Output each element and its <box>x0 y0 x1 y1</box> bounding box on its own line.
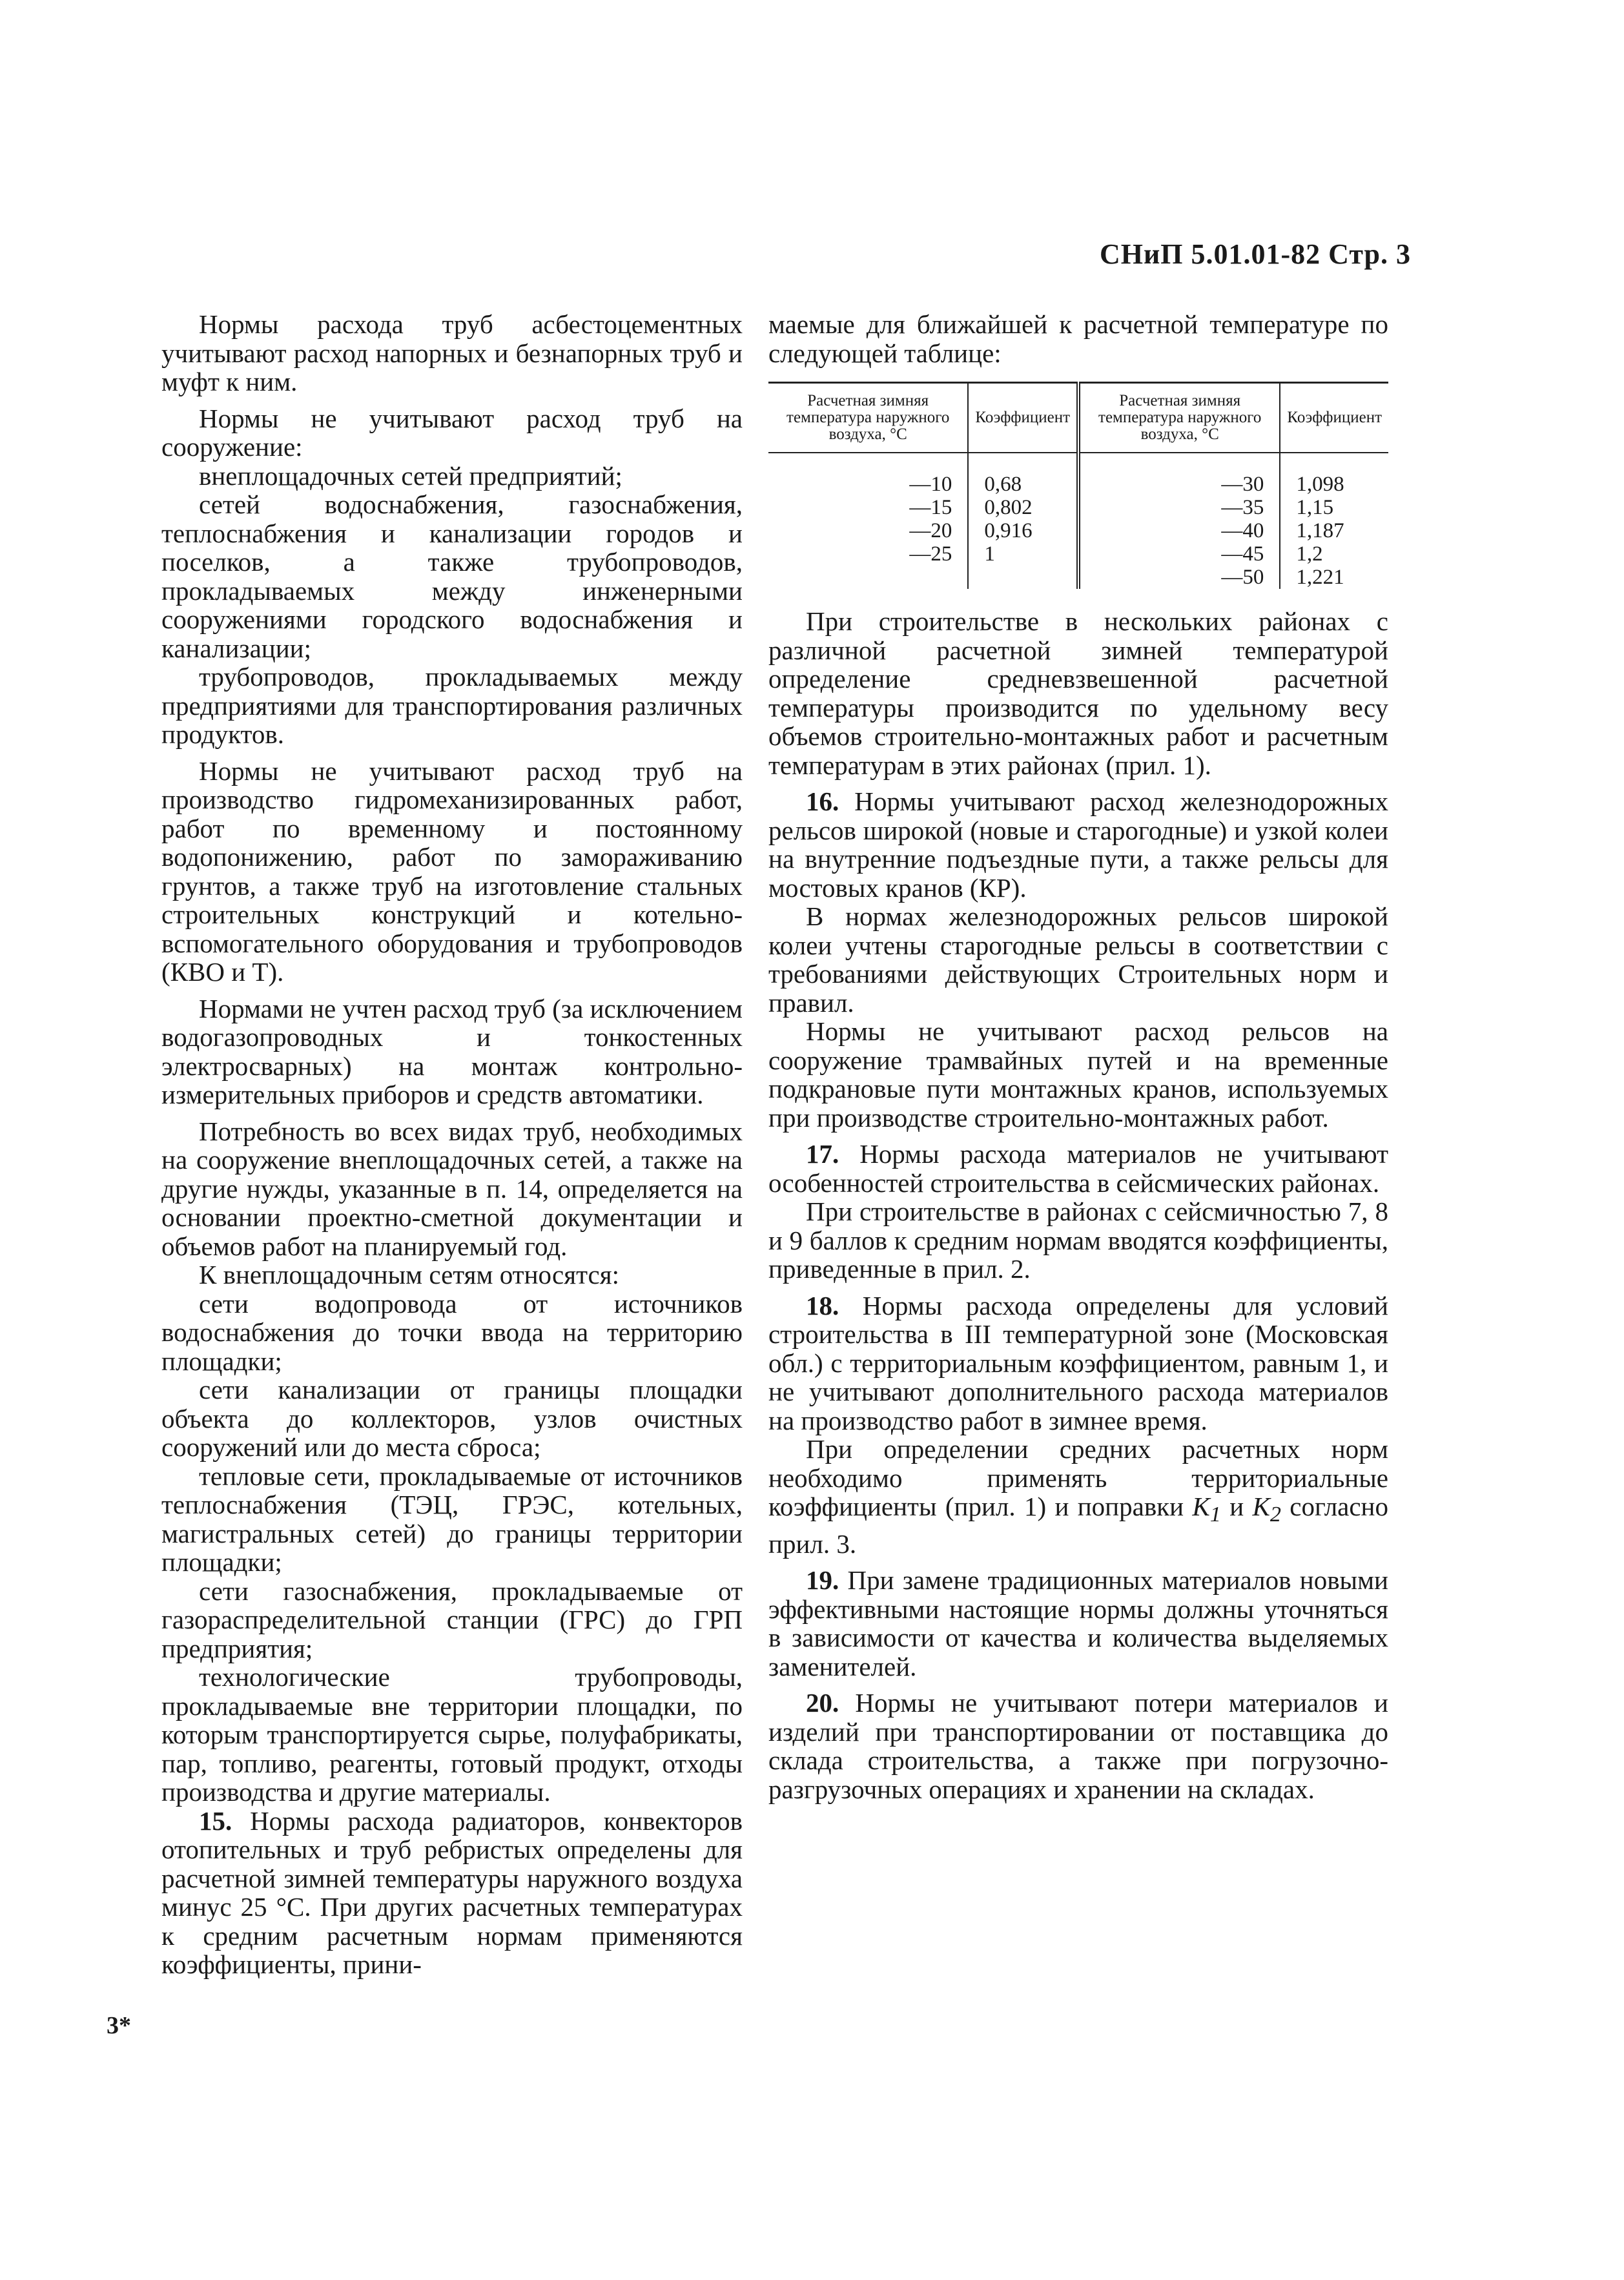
variable-subscript: 1 <box>1209 1503 1221 1527</box>
list-item: сети канализации от границы площадки объекта до коллекторов, узлов очистных сооружений или до места сброса; <box>161 1375 743 1462</box>
table-row <box>768 542 1388 566</box>
paragraph-continuation: маемые для ближайшей к расчетной температуре по следующей таблице: <box>768 309 1388 368</box>
table-cell: —35 <box>1078 496 1280 519</box>
table-cell: —25 <box>768 542 968 566</box>
list-item: сети газоснабжения, прокладываемые от газораспределительной станции (ГРС) до ГРП предприятия; <box>161 1576 743 1663</box>
paragraph: В нормах железнодорожных рельсов широкой колеи учтены старогодные рельсы в соответствии с требованиями действующих Строительных норм и правил. <box>768 901 1388 1018</box>
item-number: 20. <box>806 1688 839 1718</box>
variable <box>1252 1492 1281 1527</box>
table-cell: —30 <box>1078 453 1280 496</box>
item-number: 19. <box>806 1565 839 1596</box>
item-text: Нормы расхода материалов не учитывают особенностей строительства в сейсмических районах. <box>768 1139 1388 1198</box>
table-row <box>768 566 1388 589</box>
list-item: внеплощадочных сетей предприятий; <box>199 460 622 491</box>
variable-letter: K <box>1192 1492 1210 1521</box>
paragraph: Нормы не учитывают расход труб на сооружение: <box>161 403 743 462</box>
item-19 <box>768 1566 1388 1681</box>
variable <box>1192 1492 1221 1527</box>
table-cell: —50 <box>1078 566 1280 589</box>
item-text: Нормы учитывают расход железнодорожных рельсов широкой (новые и старогодные) и узкой колеи на внутренние подъездные пути, а также рельсы для мостовых кранов (КР). <box>768 786 1388 903</box>
list-item: сети водопровода от источников водоснабжения до точки ввода на территорию площадки; <box>161 1288 743 1376</box>
paragraph: К внеплощадочным сетям относятся: <box>199 1260 619 1289</box>
table-cell: 1 <box>968 542 1078 566</box>
paragraph <box>768 1435 1388 1558</box>
item-16 <box>768 787 1388 902</box>
table-header-row <box>768 383 1388 453</box>
page-mark: 3* <box>107 2012 131 2039</box>
table-cell: —40 <box>1078 519 1280 542</box>
table-cell: 0,916 <box>968 519 1078 542</box>
list-item: сетей водоснабжения, газоснабжения, теплоснабжения и канализации городов и поселков, а также трубопроводов, прокладываемых между инженерными сооружениями городского водоснабжения и канализации; <box>161 489 743 663</box>
list-item: технологические трубопроводы, прокладываемые вне территории площадки, по которым транспортируется сырье, полуфабрикаты, пар, топливо, реагенты, готовый продукт, отходы производства и другие материалы. <box>161 1662 743 1807</box>
right-column <box>768 310 1388 1803</box>
table-cell: —45 <box>1078 542 1280 566</box>
table-row <box>768 519 1388 542</box>
text-run: При определении средних расчетных норм необходимо применять территориальные коэффициенты (прил. 1) и поправки <box>768 1434 1388 1521</box>
table-cell <box>768 566 968 589</box>
column-header: Коэффициент <box>968 383 1078 453</box>
list-item: тепловые сети, прокладываемые от источников теплоснабжения (ТЭЦ, ГРЭС, котельных, магистральных сетей) до границы территории площадки; <box>161 1461 743 1577</box>
paragraph: При строительстве в районах с сейсмичностью 7, 8 и 9 баллов к средним нормам вводятся коэффициенты, приведенные в прил. 2. <box>768 1196 1388 1284</box>
item-15 <box>161 1807 743 1979</box>
paragraph: Потребность во всех видах труб, необходимых на сооружение внеплощадочных сетей, а также на другие нужды, указанные в п. 14, определяется на основании проектно-сметной документации и объемов работ на планируемый год. <box>161 1116 743 1261</box>
item-number: 17. <box>806 1139 839 1169</box>
column-header: Расчетная зимняя температура наружного воздуха, °С <box>768 383 968 453</box>
item-text: Нормы расхода определены для условий строительства в III температурной зоне (Московская обл.) с территориальным коэффициентом, равным 1, и не учитывают дополнительного расхода материалов на производство работ в зимнее время. <box>768 1290 1388 1435</box>
table-cell <box>968 566 1078 589</box>
item-text: Нормы расхода радиаторов, конвекторов отопительных и труб ребристых определены для расчетной зимней температуры наружного воздуха минус 25 °С. При других расчетных температурах к средним расчетным нормам применяются коэффициенты, прини- <box>161 1805 743 1979</box>
variable-letter: K <box>1252 1492 1270 1521</box>
paragraph: Нормы расхода труб асбестоцементных учитывают расход напорных и безнапорных труб и муфт к ним. <box>161 309 743 396</box>
variable-subscript: 2 <box>1269 1503 1281 1527</box>
table-cell: 1,15 <box>1296 496 1334 519</box>
table-cell: 0,802 <box>968 496 1078 519</box>
item-text: При замене традиционных материалов новыми эффективными настоящие нормы должны уточняться в зависимости от качества и количества выделяемых заменителей. <box>768 1565 1388 1681</box>
table-cell: 1,098 <box>1296 473 1344 496</box>
left-column <box>161 310 743 1979</box>
table-row <box>768 453 1388 496</box>
coefficient-table <box>768 382 1388 589</box>
table-cell: 1,221 <box>1296 566 1344 589</box>
paragraph: При строительстве в нескольких районах с различной расчетной зимней температурой определение средневзвешенной расчетной температуры производится по удельному весу объемов строительно-монтажных работ и расчетным температурам в этих районах (прил. 1). <box>768 606 1388 780</box>
list-item: трубопроводов, прокладываемых между предприятиями для транспортирования различных продуктов. <box>161 662 743 749</box>
table-cell: 0,68 <box>968 453 1078 496</box>
item-18 <box>768 1291 1388 1435</box>
table-cell: —20 <box>768 519 968 542</box>
column-header: Расчетная зимняя температура наружного воздуха, °С <box>1078 383 1280 453</box>
column-header: Коэффициент <box>1280 383 1388 453</box>
item-text: Нормы не учитывают потери материалов и изделий при транспортировании от поставщика до склада строительства, а также при погрузочно-разгрузочных операциях и хранении на складах. <box>768 1688 1388 1804</box>
item-number: 15. <box>199 1805 232 1836</box>
paragraph: Нормы не учитывают расход рельсов на сооружение трамвайных путей и на временные подкрановые пути монтажных кранов, используемых при производстве строительно-монтажных работ. <box>768 1016 1388 1133</box>
item-17 <box>768 1140 1388 1197</box>
text-run: согласно прил. 3. <box>768 1492 1388 1559</box>
table-cell: 1,187 <box>1296 519 1344 542</box>
item-number: 18. <box>806 1290 839 1320</box>
paragraph: Нормы не учитывают расход труб на производство гидромеханизированных работ, работ по временному и постоянному водопонижению, работ по замораживанию грунтов, а также труб на изготовление стальных строительных конструкций и котельно-вспомогательного оборудования и трубопроводов (КВО и Т). <box>161 755 743 987</box>
item-20 <box>768 1689 1388 1803</box>
table-row <box>768 496 1388 519</box>
text-run: и <box>1220 1492 1253 1521</box>
item-number: 16. <box>806 786 839 816</box>
page-header: СНиП 5.01.01-82 Стр. 3 <box>1099 238 1411 270</box>
table-cell: 1,2 <box>1296 542 1323 566</box>
paragraph: Нормами не учтен расход труб (за исключением водогазопроводных и тонкостенных электросварных) на монтаж контрольно-измерительных приборов и средств автоматики. <box>161 993 743 1109</box>
table-cell: —15 <box>768 496 968 519</box>
table-cell: —10 <box>768 453 968 496</box>
